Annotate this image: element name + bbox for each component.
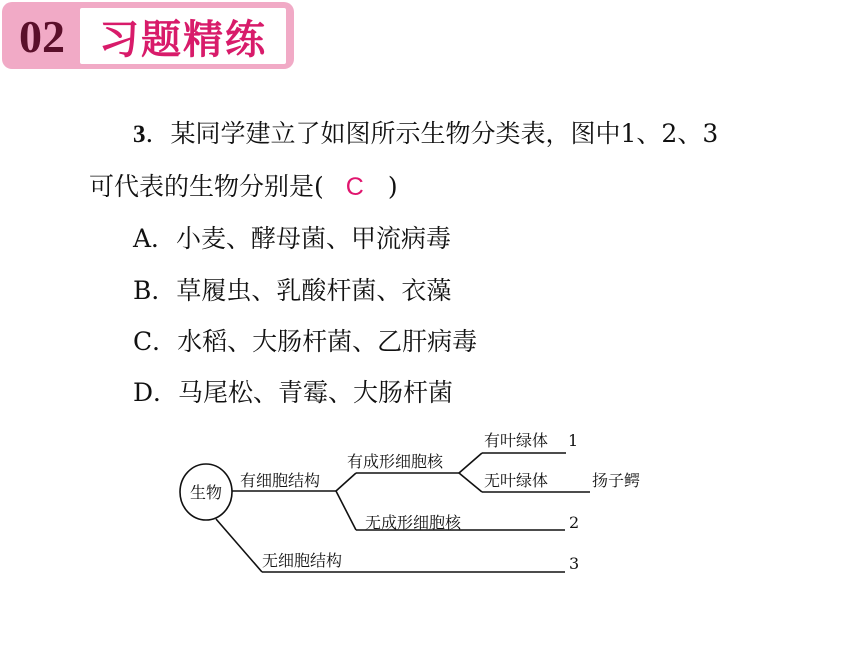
answer-mark: C <box>345 173 364 201</box>
label-2: 2 <box>569 513 580 532</box>
cellular-label: 有细胞结构 <box>240 471 321 490</box>
no-chlorophyll-label: 无叶绿体 <box>484 471 549 490</box>
option-d: D．马尾松、青霉、大肠杆菌 <box>133 378 454 407</box>
connector-nucleated-up <box>459 453 482 473</box>
option-a: A．小麦、酵母菌、甲流病毒 <box>133 224 452 253</box>
question-stem: ．某同学建立了如图所示生物分类表，图中1、2、3 <box>145 119 719 148</box>
section-title: 习题精练 <box>80 8 286 64</box>
connector-cellular-nucleated <box>336 473 356 491</box>
connector-cellular-no-nucleus <box>336 491 356 530</box>
acellular-label: 无细胞结构 <box>262 551 343 570</box>
connector-nucleated-down <box>459 473 482 492</box>
option-b: B．草履虫、乳酸杆菌、衣藻 <box>133 276 452 305</box>
no-nucleus-label: 无成形细胞核 <box>365 513 462 532</box>
chlorophyll-label: 有叶绿体 <box>484 431 549 450</box>
example-label: 扬子鳄 <box>592 471 641 490</box>
option-c: C．水稻、大肠杆菌、乙肝病毒 <box>133 327 478 356</box>
question-number: 3 <box>133 121 146 148</box>
closing-paren: ) <box>387 172 398 201</box>
label-3: 3 <box>569 554 580 573</box>
root-label: 生物 <box>189 483 223 502</box>
connector-root-acellular <box>216 519 262 572</box>
question-stem-cont: 可代表的生物分别是( <box>89 172 324 201</box>
nucleated-label: 有成形细胞核 <box>347 452 444 471</box>
label-1: 1 <box>568 431 579 450</box>
section-number: 02 <box>19 10 65 62</box>
